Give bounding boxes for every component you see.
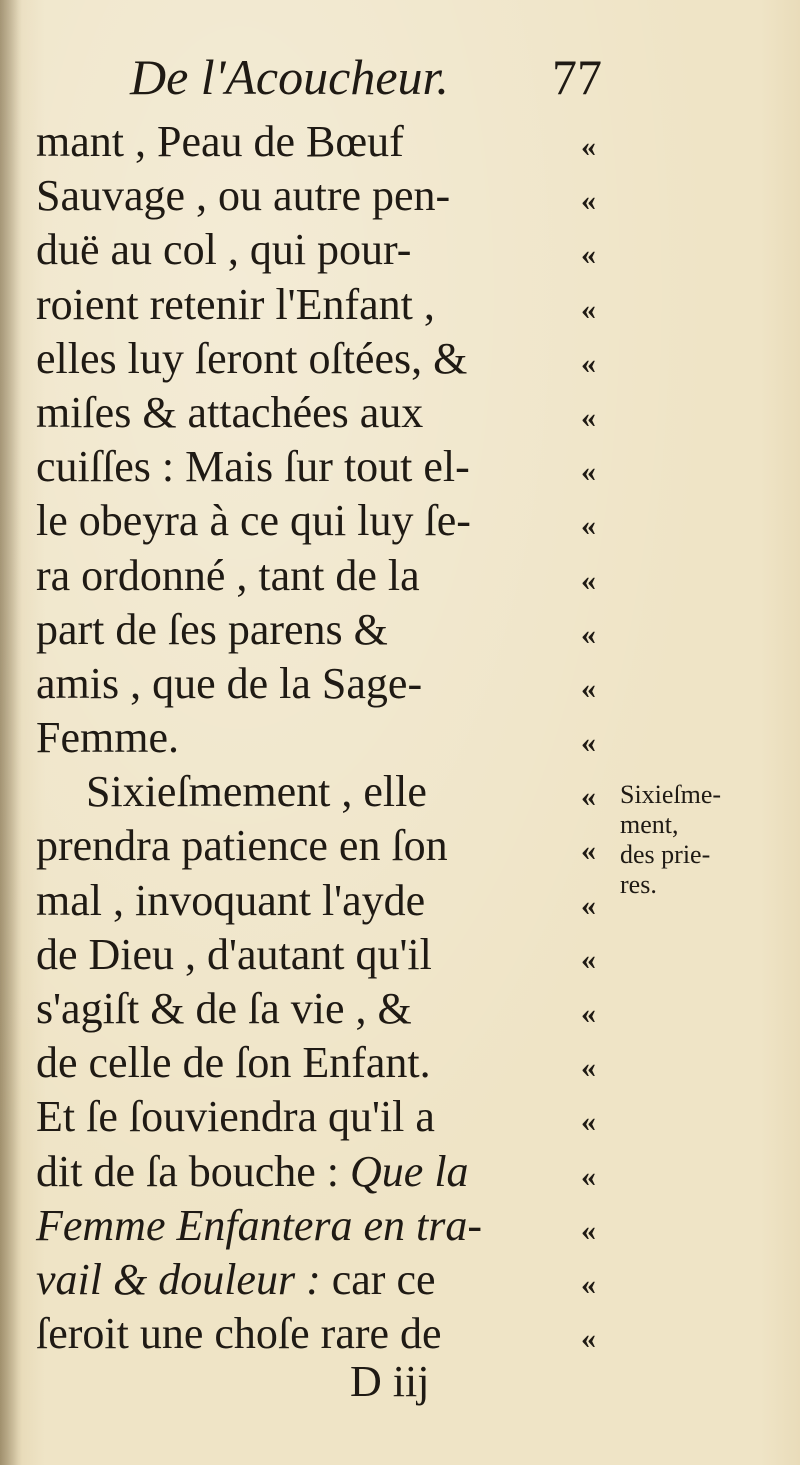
guillemet: « xyxy=(581,346,596,380)
text-line xyxy=(36,711,596,765)
line-text: de Dieu , d'autant qu'il xyxy=(36,929,432,979)
line-text: Sauvage , ou autre pen- xyxy=(36,171,451,221)
guillemet: « xyxy=(581,671,596,705)
text-line xyxy=(36,278,596,332)
guillemet: « xyxy=(581,617,596,651)
guillemet: « xyxy=(581,184,596,218)
text-line xyxy=(36,1090,596,1144)
line-text: ra ordonné , tant de la xyxy=(36,550,420,600)
line-text: Femme. xyxy=(36,713,179,763)
line-text: Et ſe ſouviendra qu'il a xyxy=(36,1092,435,1142)
text-line xyxy=(36,819,596,873)
guillemet: « xyxy=(581,509,596,543)
text-line xyxy=(36,115,596,169)
text-line xyxy=(36,440,596,494)
line-text: ſeroit une choſe rare de xyxy=(36,1309,442,1359)
guillemet: « xyxy=(581,1105,596,1139)
guillemet: « xyxy=(581,400,596,434)
guillemet: « xyxy=(581,563,596,597)
line-text: miſes & attachées aux xyxy=(36,387,424,437)
text-line xyxy=(36,332,596,386)
guillemet: « xyxy=(581,130,596,163)
guillemet: « xyxy=(581,997,596,1030)
line-text: duë au col , qui pour- xyxy=(36,225,412,275)
text-line xyxy=(36,169,596,223)
margin-note-line: ment, xyxy=(620,810,679,839)
text-line xyxy=(36,982,596,1036)
guillemet: « xyxy=(581,780,596,814)
line-text: s'agiſt & de ſa vie , & xyxy=(36,984,412,1033)
gutter-shadow xyxy=(0,0,22,1465)
line-text xyxy=(36,1145,568,1199)
line-text xyxy=(36,1253,568,1307)
guillemet: « xyxy=(581,1322,596,1356)
text-line xyxy=(36,549,596,603)
text-line xyxy=(36,1145,596,1199)
line-text-roman: dit de ſa bouche : xyxy=(36,1146,340,1196)
guillemet: « xyxy=(581,1051,596,1085)
line-text: elles luy ſeront oſtées, & xyxy=(36,333,468,383)
text-line xyxy=(36,494,596,548)
page-number: 77 xyxy=(552,49,602,105)
guillemet: « xyxy=(581,455,596,489)
text-line xyxy=(36,1036,596,1090)
guillemet: « xyxy=(581,238,596,272)
signature-mark: D iij xyxy=(350,1357,430,1406)
line-text: prendra patience en ſon xyxy=(36,821,448,871)
text-line xyxy=(36,223,596,277)
guillemet: « xyxy=(581,888,596,922)
text-line xyxy=(36,603,596,657)
text-block xyxy=(36,115,596,1361)
line-text: part de ſes parens & xyxy=(36,604,388,654)
running-title: De l'Acoucheur. xyxy=(130,49,449,105)
margin-note-line: des prie- xyxy=(620,840,711,869)
line-text: mant , Peau de Bœuf xyxy=(36,117,404,166)
guillemet: « xyxy=(581,834,596,868)
text-line xyxy=(36,657,596,711)
line-text-italic: Femme Enfantera en tra- xyxy=(36,1200,482,1250)
line-text: Sixieſmement , elle xyxy=(86,767,427,817)
guillemet: « xyxy=(581,1159,596,1193)
line-text-italic: vail & douleur : xyxy=(36,1254,321,1304)
guillemet: « xyxy=(581,942,596,976)
line-text: amis , que de la Sage- xyxy=(36,658,423,708)
line-text: le obeyra à ce qui luy ſe- xyxy=(36,496,471,546)
text-line xyxy=(36,1253,596,1307)
running-head xyxy=(130,42,610,112)
guillemet: « xyxy=(581,726,596,760)
guillemet: « xyxy=(581,1267,596,1301)
text-line xyxy=(36,386,596,440)
guillemet: « xyxy=(581,292,596,326)
text-line xyxy=(36,874,596,928)
text-line xyxy=(36,928,596,982)
margin-note xyxy=(620,780,790,900)
line-text-italic: Que la xyxy=(350,1146,469,1196)
line-text: roient retenir l'Enfant , xyxy=(36,279,435,329)
line-text: cuiſſes : Mais ſur tout el- xyxy=(36,442,470,492)
guillemet: « xyxy=(581,1213,596,1247)
text-line xyxy=(36,1307,596,1361)
line-text-roman: car ce xyxy=(331,1254,436,1304)
text-line xyxy=(36,765,596,819)
margin-note-line: Sixieſme- xyxy=(620,780,722,809)
margin-note-line: res. xyxy=(620,870,657,899)
line-text: de celle de ſon Enfant. xyxy=(36,1038,431,1088)
line-text: mal , invoquant l'ayde xyxy=(36,875,426,925)
text-line xyxy=(36,1199,596,1253)
